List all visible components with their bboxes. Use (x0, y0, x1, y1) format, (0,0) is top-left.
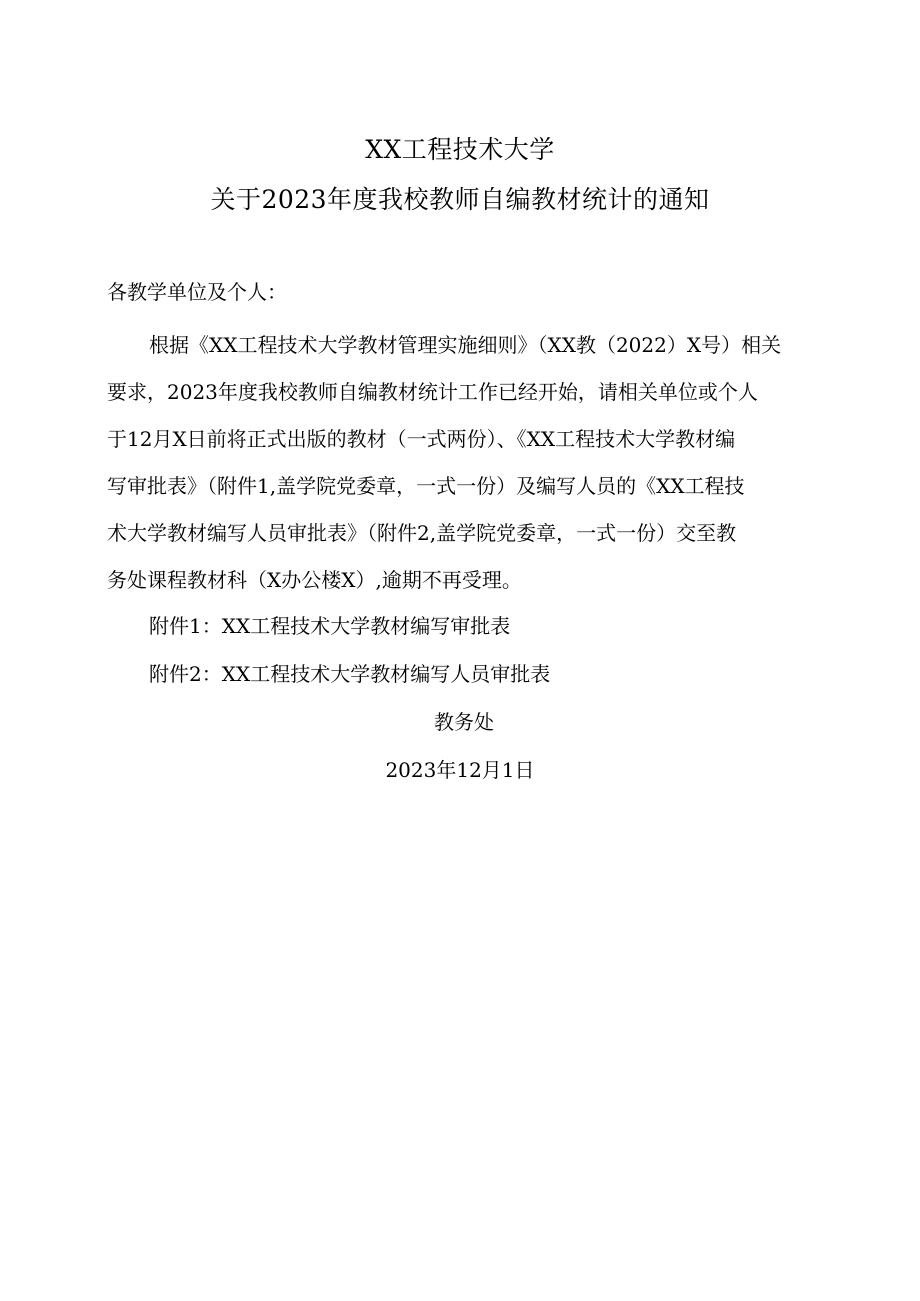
signature-office: 教务处 (434, 710, 494, 734)
salutation: 各教学单位及个人： (107, 280, 287, 304)
attachment-2: 附件2：XX工程技术大学教材编写人员审批表 (149, 662, 551, 686)
body-line: 务处课程教材科（X办公楼X）,逾期不再受理。 (107, 568, 522, 592)
body-line: 根据《XX工程技术大学教材管理实施细则》（XX教（2022）X号）相关 (149, 333, 782, 357)
attachment-1: 附件1：XX工程技术大学教材编写审批表 (149, 614, 511, 638)
body-line: 要求，2023年度我校教师自编教材统计工作已经开始，请相关单位或个人 (107, 380, 758, 404)
body-line: 于12月X日前将正式出版的教材（一式两份）、《XX工程技术大学教材编 (107, 427, 736, 451)
signature-date: 2023年12月1日 (385, 758, 535, 782)
document-title-university: XX工程技术大学 (365, 135, 555, 164)
body-paragraph (107, 322, 815, 604)
body-line: 术大学教材编写人员审批表》（附件2,盖学院党委章，一式一份）交至教 (107, 521, 737, 545)
body-line: 写审批表》（附件1,盖学院党委章，一式一份）及编写人员的《XX工程技 (107, 474, 745, 498)
document-title-notice: 关于2023年度我校教师自编教材统计的通知 (210, 185, 710, 214)
